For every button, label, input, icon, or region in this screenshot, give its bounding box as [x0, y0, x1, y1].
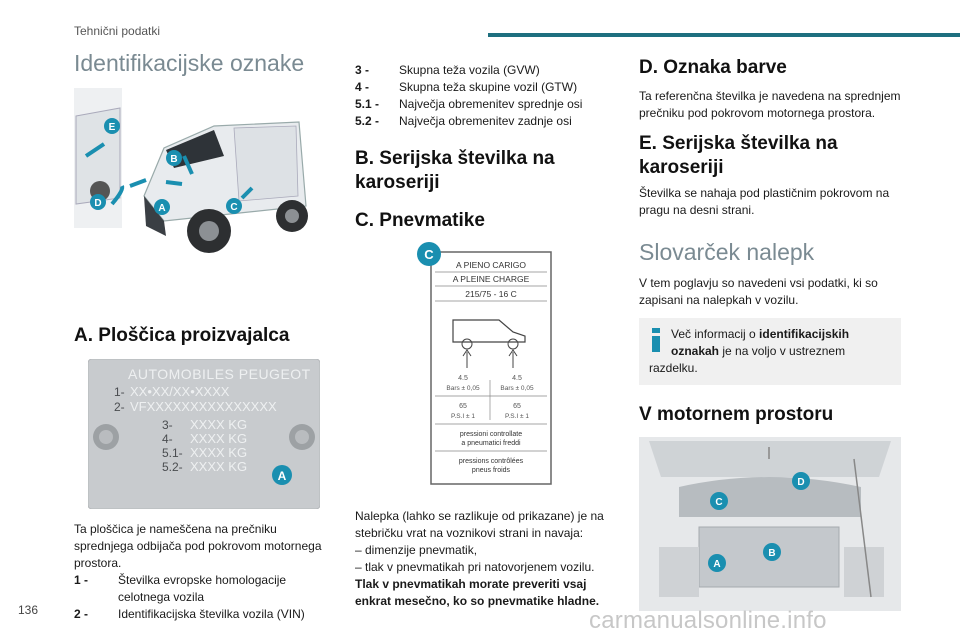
svg-text:C: C [230, 201, 238, 213]
engine-compartment-illustration [639, 437, 901, 611]
section-title: Tehnični podatki [74, 24, 161, 38]
glossary-text: V tem poglavju so navedeni vsi podatki, ki so zapisani na nalepkah v vozilu. [639, 275, 878, 307]
svg-text:B: B [170, 153, 178, 165]
svg-text:Bars ± 0,05: Bars ± 0,05 [500, 385, 534, 393]
heading-tyres: C. Pnevmatike [355, 209, 485, 231]
page-title: Identifikacijske oznake [74, 50, 305, 76]
svg-text:P.S.I ± 1: P.S.I ± 1 [450, 413, 476, 421]
van-badge-a [154, 199, 170, 215]
svg-text:pressioni controllate: pressioni controllate [459, 431, 523, 439]
tyre-label-description: Nalepka (lahko se razlikuje od prikazane) je na stebričku vrat na voznikovi strani in navaja: [355, 509, 604, 541]
heading-manufacturer-plate: A. Ploščica proizvajalca [74, 324, 290, 346]
tyre-pressure-note: Tlak v pnevmatikah morate preveriti vsaj enkrat mesečno, ko so pnevmatike hladne. [355, 577, 600, 609]
van-badge-e [104, 118, 120, 134]
svg-text:XXXX KG: XXXX KG [190, 417, 248, 433]
svg-text:4.5: 4.5 [512, 375, 522, 383]
svg-text:a pneumatici freddi: a pneumatici freddi [461, 440, 521, 448]
page-number: 136 [18, 603, 39, 617]
van-badge-c [226, 198, 242, 214]
svg-text:65: 65 [513, 403, 521, 411]
heading-glossary: Slovarček nalepk [639, 239, 815, 266]
plate-badge: A [277, 469, 287, 484]
tyre-pressure-label [413, 240, 553, 486]
svg-text:Bars ± 0,05: Bars ± 0,05 [446, 385, 480, 393]
engine-badge-c [710, 492, 728, 510]
svg-text:65: 65 [459, 403, 467, 411]
engine-badge-b [763, 543, 781, 561]
svg-text:E: E [108, 121, 116, 133]
heading-colour-code: D. Oznaka barve [639, 57, 787, 78]
column-colour-code [639, 56, 901, 611]
info-link-text: identifikacijskih oznakah [671, 326, 850, 358]
list-item: 5.1 - Največja obremenitev sprednje osi [355, 97, 583, 111]
column-tyres [355, 62, 615, 610]
manufacturer-plate [88, 359, 320, 509]
svg-text:XXXX KG: XXXX KG [190, 445, 248, 461]
svg-text:pressions contrôlées: pressions contrôlées [458, 458, 524, 466]
list-item: 3 - Skupna teža vozila (GVW) [355, 63, 540, 77]
svg-text:5.2-: 5.2- [162, 460, 183, 475]
svg-text:VFXXXXXXXXXXXXXXX: VFXXXXXXXXXXXXXXX [130, 399, 277, 415]
tyre-badge: C [424, 247, 434, 263]
colour-code-text: Ta referenčna številka je navedena na sprednjem prečniku pod pokrovom motornega prostora. [639, 88, 901, 120]
svg-text:A PLEINE CHARGE: A PLEINE CHARGE [452, 274, 530, 285]
svg-text:D: D [94, 197, 102, 209]
column-identification [74, 50, 324, 623]
svg-text:D: D [797, 476, 805, 488]
svg-text:215/75 - 16 C: 215/75 - 16 C [465, 289, 517, 300]
svg-text:A: A [158, 202, 166, 214]
tyre-dash-item: – dimenzije pnevmatik, [355, 543, 478, 558]
svg-text:XXXX KG: XXXX KG [190, 431, 248, 447]
svg-text:XX•XX/XX•XXXX: XX•XX/XX•XXXX [130, 384, 230, 400]
heading-body-serial-e: E. Serijska številka na karoseriji [639, 132, 838, 178]
van-badge-d [90, 194, 106, 210]
svg-text:XXXX KG: XXXX KG [190, 459, 248, 475]
svg-text:4.5: 4.5 [458, 375, 468, 383]
svg-text:A PIENO CARIGO: A PIENO CARIGO [456, 260, 526, 271]
van-illustration [74, 86, 324, 266]
body-serial-text: Številka se nahaja pod plastičnim pokrovom na pragu na desni strani. [639, 186, 890, 218]
svg-text:C: C [715, 496, 723, 508]
svg-text:B: B [768, 547, 776, 559]
van-badge-b [166, 150, 182, 166]
engine-badge-a [708, 554, 726, 572]
list-item: 2 - Identifikacijska številka vozila (VIN) [74, 607, 305, 622]
svg-text:4-: 4- [162, 432, 173, 447]
svg-text:pneus froids: pneus froids [471, 467, 511, 475]
info-icon [649, 328, 663, 352]
engine-badge-d [792, 472, 810, 490]
list-item: 4 - Skupna teža skupine vozil (GTW) [355, 80, 578, 94]
list-item: 1 - Številka evropske homologacije celotnega vozila [74, 573, 287, 605]
svg-text:A: A [713, 558, 721, 570]
plate-description: Ta ploščica je nameščena na prečniku sprednjega odbijača pod pokrovom motornega prostora. [74, 522, 322, 571]
svg-text:3-: 3- [162, 418, 173, 433]
header-accent-bar [488, 33, 960, 37]
tyre-dash-item: – tlak v pnevmatikah pri natovorjenem vozilu. [355, 560, 595, 575]
heading-body-serial: B. Serijska številka na karoseriji [355, 148, 555, 193]
svg-text:5.1-: 5.1- [162, 446, 183, 461]
svg-text:P.S.I ± 1: P.S.I ± 1 [504, 413, 530, 421]
info-box: Več informacij o identifikacijskih oznakah je na voljo v ustreznem razdelku. [639, 318, 901, 385]
list-item: 5.2 - Največja obremenitev zadnje osi [355, 114, 572, 128]
svg-text:2-: 2- [114, 400, 125, 415]
svg-text:1-: 1- [114, 385, 125, 400]
plate-brand: AUTOMOBILES PEUGEOT [128, 366, 311, 383]
heading-engine-compartment: V motornem prostoru [639, 403, 834, 425]
watermark: carmanualsonline.info [589, 607, 827, 634]
